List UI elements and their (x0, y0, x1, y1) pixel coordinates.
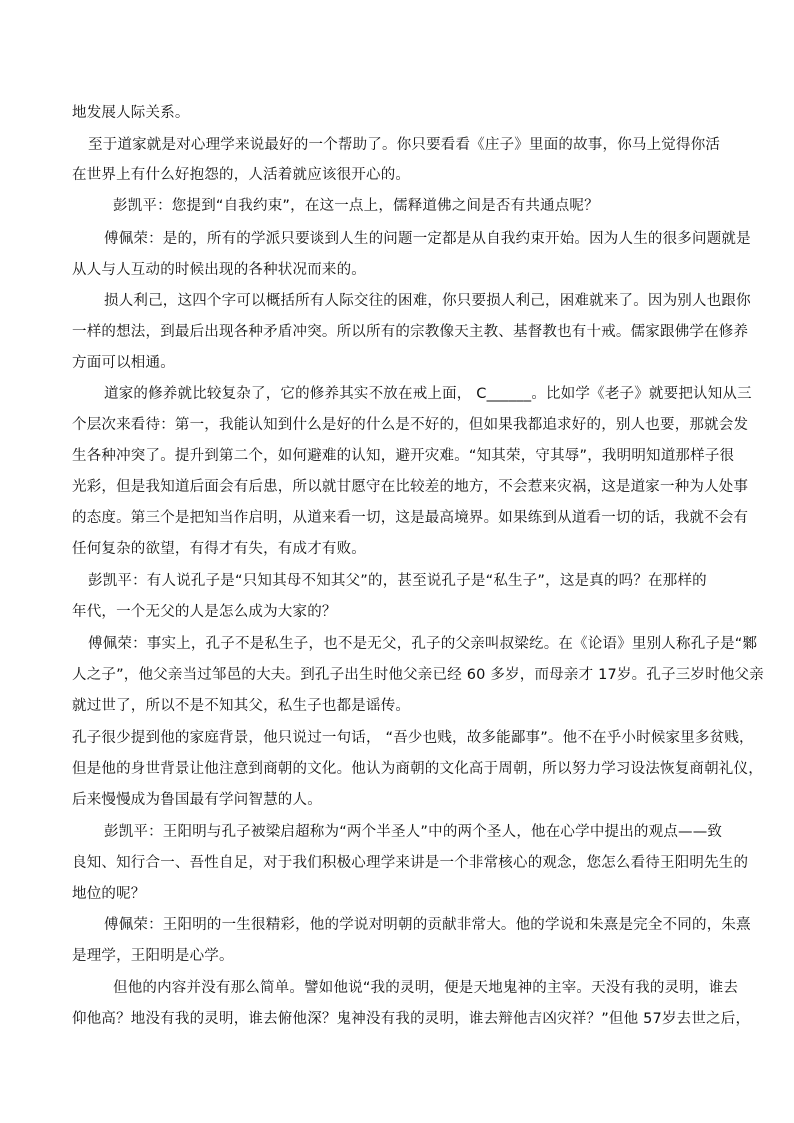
text-line: 彭凯平：有人说孔子是“只知其母不知其父”的，甚至说孔子是“私生子”，这是真的吗？在那样的 (88, 573, 707, 589)
text-line: 的态度。第三个是把知当作启明，从道来看一切，这是最高境界。如果练到从道看一切的话，我就不会有 (72, 510, 749, 526)
text-line: 个层次来看待：第一，我能认知到什么是好的什么是不好的，但如果我都追求好的，别人也要，那就会发 (72, 417, 749, 433)
text-line: 从人与人互动的时候出现的各种状况而来的。 (72, 262, 366, 278)
text-line: 地发展人际关系。 (72, 105, 190, 121)
text-line: 彭凯平：您提到“自我约束”，在这一点上，儒释道佛之间是否有共通点呢？ (113, 198, 599, 214)
text-line: 傅佩荣：事实上，孔子不是私生子，也不是无父，孔子的父亲叫叔梁纥。在《论语》里别人称孔子是“鄹 (88, 636, 758, 652)
text-line: 光彩，但是我知道后面会有后患，所以就甘愿守在比较差的地方，不会惹来灾祸，这是道家一种为人处事 (72, 479, 749, 495)
text-line: 至于道家就是对心理学来说最好的一个帮助了。你只要看看《庄子》里面的故事，你马上觉得你活 (88, 137, 721, 153)
text-line: 人之子”，他父亲当过邹邑的大夫。到孔子出生时他父亲已经 60 多岁，而母亲才 17岁。孔子三岁时他父亲 (72, 667, 764, 683)
text-line: 但他的内容并没有那么简单。譬如他说“我的灵明，便是天地鬼神的主宰。天没有我的灵明，谁去 (113, 980, 739, 996)
text-line: 道家的修养就比较复杂了，它的修养其实不放在戒上面， C______。比如学《老子》就要把认知从三 (104, 386, 752, 402)
text-line: 但是他的身世背景让他注意到商朝的文化。他认为商朝的文化高于周朝，所以努力学习设法恢复商朝礼仪， (72, 761, 763, 777)
text-line: 任何复杂的欲望，有得才有失，有成才有败。 (72, 541, 366, 557)
text-line: 方面可以相通。 (72, 355, 175, 371)
text-line: 生各种冲突了。提升到第二个，如何避难的认知，避开灾难。“知其荣，守其辱”，我明明知道那样子很 (72, 448, 735, 464)
text-line: 地位的呢？ (72, 886, 146, 902)
text-line: 傅佩荣：是的，所有的学派只要谈到人生的问题一定都是从自我约束开始。因为人生的很多问题就是 (104, 231, 751, 247)
text-line: 损人利己，这四个字可以概括所有人际交往的困难，你只要损人利己，困难就来了。因为别人也跟你 (104, 293, 751, 309)
text-line: 后来慢慢成为鲁国最有学问智慧的人。 (72, 792, 322, 808)
text-line: 年代，一个无父的人是怎么成为大家的？ (72, 604, 337, 620)
text-line: 就过世了，所以不是不知其父，私生子也都是谣传。 (72, 698, 411, 714)
text-line: 彭凯平：王阳明与孔子被梁启超称为“两个半圣人”中的两个圣人，他在心学中提出的观点——致 (104, 824, 723, 840)
text-line: 傅佩荣：王阳明的一生很精彩，他的学说对明朝的贡献非常大。他的学说和朱熹是完全不同的，朱熹 (104, 917, 751, 933)
text-line: 是理学，王阳明是心学。 (72, 948, 234, 964)
text-line: 良知、知行合一、吾性自足，对于我们积极心理学来讲是一个非常核心的观念，您怎么看待王阳明先生的 (72, 855, 749, 871)
text-line: 仰他高？地没有我的灵明，谁去俯他深？鬼神没有我的灵明，谁去辩他吉凶灾祥？”但他 57岁去世之后， (72, 1011, 751, 1027)
text-line: 孔子很少提到他的家庭背景，他只说过一句话， “吾少也贱，故多能鄙事”。他不在乎小时候家里多贫贱， (72, 730, 754, 746)
text-line: 一样的想法，到最后出现各种矛盾冲突。所以所有的宗教像天主教、基督教也有十戒。儒家跟佛学在修养 (72, 324, 749, 340)
text-line: 在世界上有什么好抱怨的，人活着就应该很开心的。 (72, 167, 411, 183)
